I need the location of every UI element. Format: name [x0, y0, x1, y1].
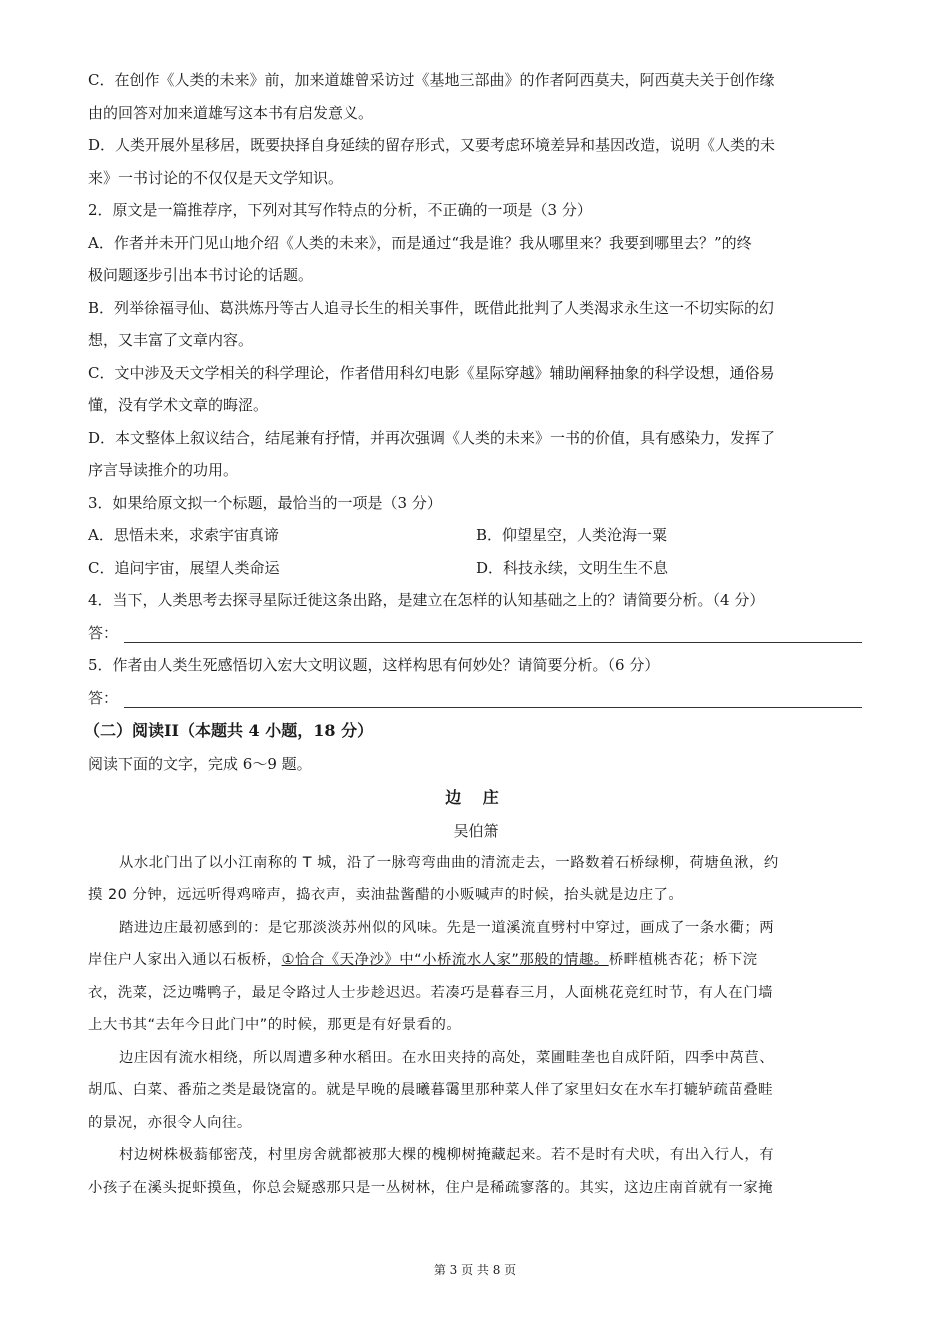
- essay-paragraph-3-line3: 的景况，亦很令人向往。: [88, 1114, 252, 1131]
- essay-title: 边 庄: [445, 787, 507, 807]
- essay-body: [88, 847, 864, 1205]
- q2-stem: 2．原文是一篇推荐序，下列对其写作特点的分析，不正确的一项是（3 分）: [88, 201, 592, 219]
- section-instruction: 阅读下面的文字，完成 6～9 题。: [88, 755, 312, 773]
- q1-option-d-line2: 来》一书讨论的不仅仅是天文学知识。: [88, 168, 344, 187]
- q1-option-d-line1: D．人类开展外星移居，既要抉择自身延续的留存形式，又要考虑环境差异和基因改造，说明《人类的未: [88, 136, 776, 154]
- essay-text: 岸住户人家出入通以石板桥，: [88, 952, 282, 968]
- q5-answer-label: 答：: [88, 688, 119, 707]
- essay-paragraph-3-line1: 边庄因有流水相绕，所以周遭多种水稻田。在水田夹持的高处，菜圃畦垄也自成阡陌，四季中莴苣、: [119, 1049, 775, 1066]
- q2-option-b-line1: B．列举徐福寻仙、葛洪炼丹等古人追寻长生的相关事件，既借此批判了人类渴求永生这一不切实际的幻: [88, 298, 775, 317]
- q4-answer-label: 答：: [88, 623, 119, 642]
- q3-options-row2: [88, 552, 864, 585]
- essay-paragraph-2-line2: [88, 944, 864, 977]
- q2-option-d-line2: 序言导读推介的功用。: [88, 461, 239, 479]
- q4-answer-area: [88, 617, 864, 650]
- essay-paragraph-1-line2: 摸 20 分钟，远远听得鸡啼声，捣衣声，卖油盐酱醋的小贩喊声的时候，抬头就是边庄了。: [88, 887, 684, 903]
- q2-option-a-line1: A．作者并未开门见山地介绍《人类的未来》，而是通过“我是谁？我从哪里来？我要到哪里去？”的终: [88, 233, 752, 252]
- essay-author: 吴伯箫: [453, 821, 499, 840]
- q2-option-d-line1: D．本文整体上叙议结合，结尾兼有抒情，并再次强调《人类的未来》一书的价值，具有感染力，发挥了: [88, 428, 776, 447]
- q5-answer-area: [88, 682, 864, 715]
- page-footer: 第 3 页 共 8 页: [433, 1263, 517, 1277]
- q1-option-c-line1: C．在创作《人类的未来》前，加来道雄曾采访过《基地三部曲》的作者阿西莫夫，阿西莫夫关于创作缘: [88, 71, 775, 89]
- essay-paragraph-2-line3: 衣，洗菜，泛边嘴鸭子，最足令路过人士步趁迟迟。若凑巧是暮春三月，人面桃花竞红时节，有人在门墙: [88, 984, 773, 1001]
- q5-answer-line[interactable]: [124, 685, 862, 708]
- q2-option-a-line2: 极问题逐步引出本书讨论的话题。: [88, 266, 314, 284]
- essay-paragraph-2-line4: 上大书其“去年今日此门中”的时候，那更是有好景看的。: [88, 1017, 462, 1033]
- page-content: [84, 64, 864, 1204]
- essay-paragraph-4-line2: 小孩子在溪头捉虾摸鱼，你总会疑惑那只是一丛树林，住户是稀疏寥落的。其实，这边庄南首就有一家掩: [88, 1179, 773, 1196]
- q3-stem: 3．如果给原文拟一个标题，最恰当的一项是（3 分）: [88, 493, 442, 512]
- essay-paragraph-4-line1: 村边树株极蓊郁密茂，村里房舍就都被那大棵的槐柳树掩藏起来。若不是时有犬吠，有出入行人，有: [119, 1147, 775, 1163]
- q1-option-c-line2: 由的回答对加来道雄写这本书有启发意义。: [88, 103, 374, 122]
- section-heading: （二）阅读II（本题共 4 小题，18 分）: [84, 721, 374, 740]
- essay-text: 桥畔植桃杏花；桥下浣: [608, 952, 758, 968]
- underlined-sentence-1: ①恰合《天净沙》中“小桥流水人家”那般的情趣。: [281, 952, 609, 968]
- essay-paragraph-3-line2: 胡瓜、白菜、番茄之类是最饶富的。就是早晚的晨曦暮霭里那种菜人伴了家里妇女在水车打辘轳疏苗叠畦: [88, 1082, 773, 1098]
- q2-option-c-line2: 懂，没有学术文章的晦涩。: [88, 396, 269, 414]
- q3-option-b: B．仰望星空，人类沧海一粟: [476, 526, 668, 544]
- q3-option-a: A．思悟未来，求索宇宙真谛: [88, 526, 279, 544]
- q2-option-b-line2: 想，又丰富了文章内容。: [88, 331, 254, 349]
- q4-stem: 4．当下，人类思考去探寻星际迁徙这条出路，是建立在怎样的认知基础之上的？请简要分析。（4 分）: [88, 591, 765, 609]
- q3-option-c: C．追问宇宙，展望人类命运: [88, 558, 280, 577]
- essay-paragraph-2-line1: 踏进边庄最初感到的：是它那淡淡苏州似的风味。先是一道溪流直劈村中穿过，画成了一条水衢；两: [119, 919, 775, 936]
- q2-option-c-line1: C．文中涉及天文学相关的科学理论，作者借用科幻电影《星际穿越》辅助阐释抽象的科学设想，通俗易: [88, 363, 775, 382]
- q5-stem: 5．作者由人类生死感悟切入宏大文明议题，这样构思有何妙处？请简要分析。（6 分）: [88, 656, 660, 674]
- essay-paragraph-1-line1: 从水北门出了以小江南称的 T 城，沿了一脉弯弯曲曲的清流走去，一路数着石桥绿柳，荷塘鱼湫，约: [119, 854, 779, 871]
- q3-options-row1: [88, 519, 864, 552]
- q3-option-d: D．科技永续，文明生生不息: [476, 558, 669, 577]
- q4-answer-line[interactable]: [124, 620, 862, 643]
